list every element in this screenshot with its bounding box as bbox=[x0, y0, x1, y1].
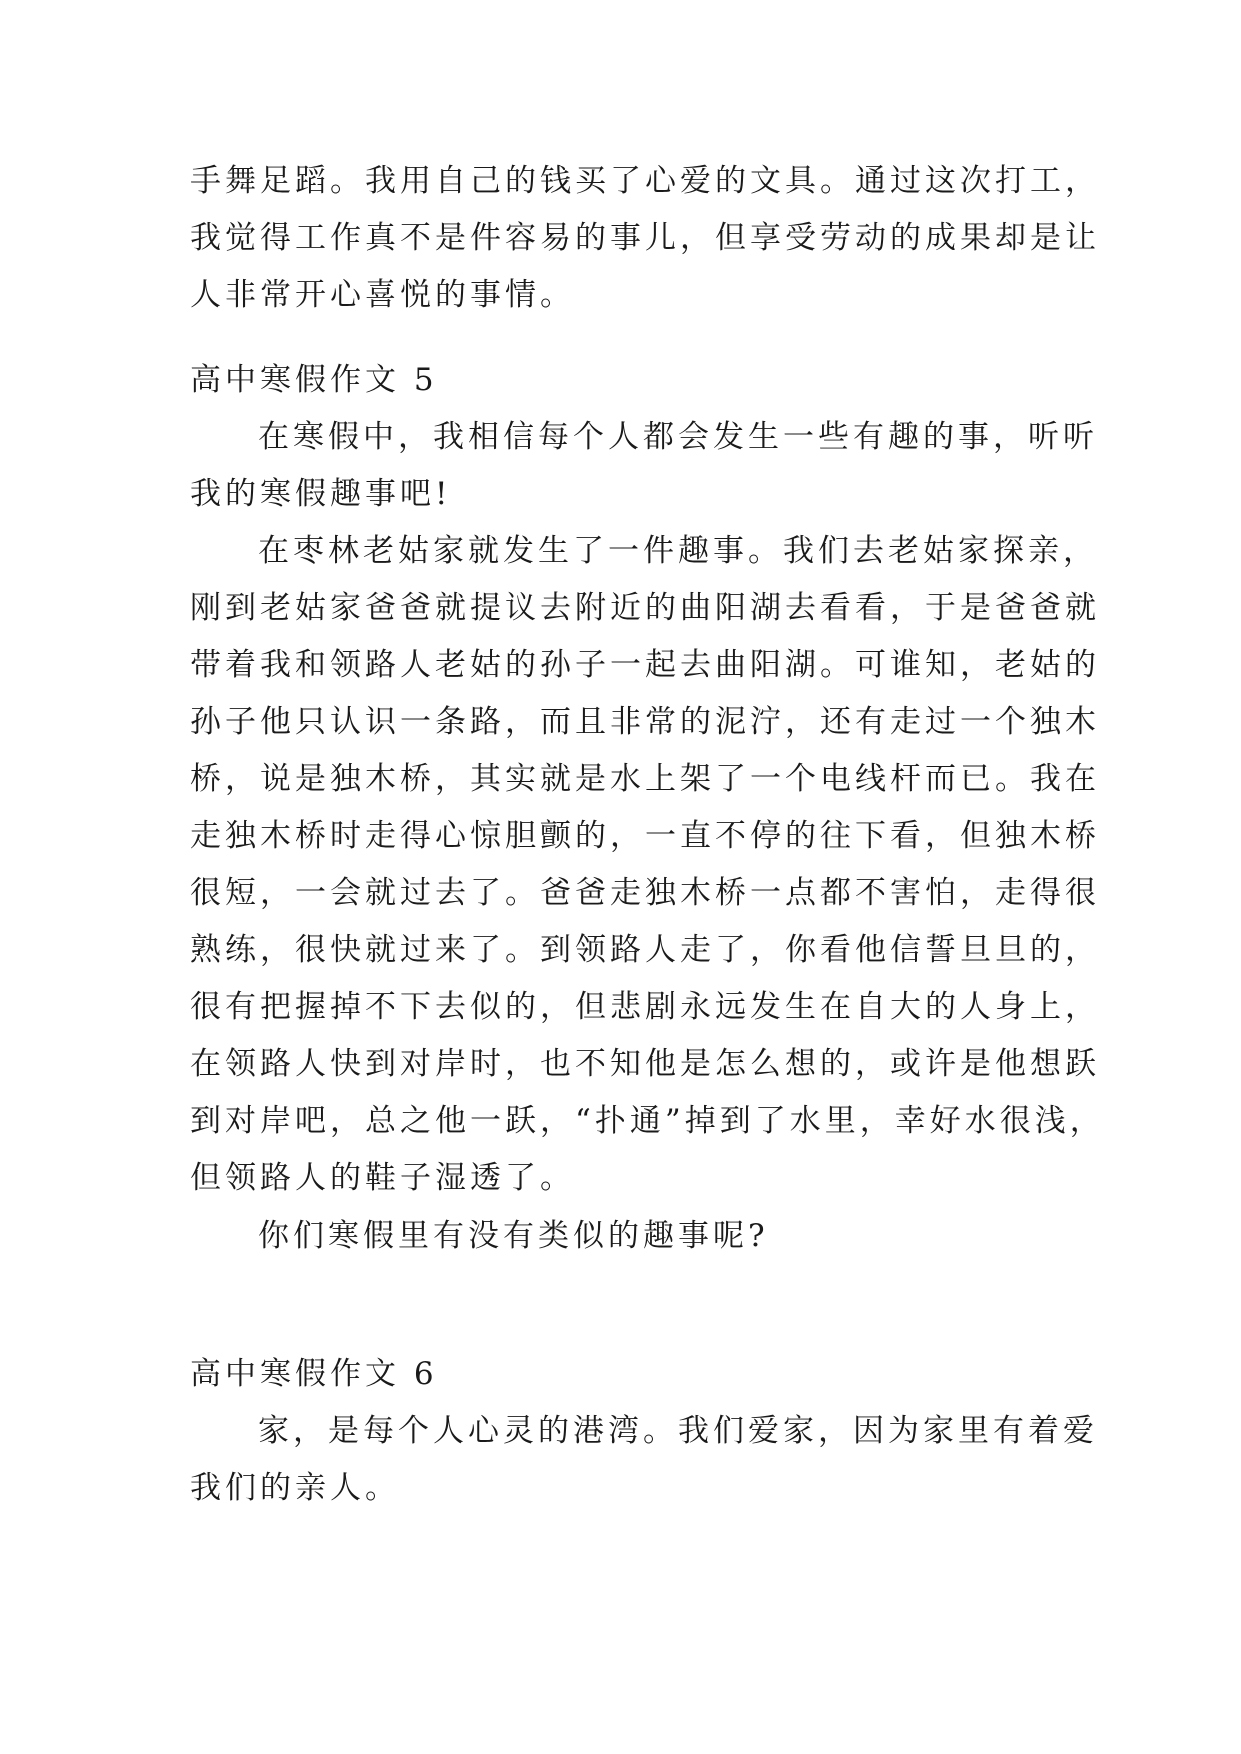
essay-6-title: 高中寒假作文 6 bbox=[190, 1356, 438, 1392]
text-line: 刚到老姑家爸爸就提议去附近的曲阳湖去看看，于是爸爸就 bbox=[190, 590, 1100, 626]
text-line: 在领路人快到对岸时，也不知他是怎么想的，或许是他想跃 bbox=[190, 1046, 1100, 1082]
text-line: 我们的亲人。 bbox=[190, 1470, 400, 1506]
text-line: 家，是每个人心灵的港湾。我们爱家，因为家里有着爱 bbox=[258, 1413, 1098, 1449]
text-line: 熟练，很快就过来了。到领路人走了，你看他信誓旦旦的， bbox=[190, 932, 1100, 968]
text-line: 在枣林老姑家就发生了一件趣事。我们去老姑家探亲， bbox=[258, 533, 1098, 569]
text-line: 我的寒假趣事吧! bbox=[190, 476, 452, 512]
text-line: 人非常开心喜悦的事情。 bbox=[190, 277, 575, 313]
essay-5-paragraph-3 bbox=[190, 1208, 1050, 1265]
text-line: 我觉得工作真不是件容易的事儿，但享受劳动的成果却是让 bbox=[190, 220, 1100, 256]
text-line: 在寒假中，我相信每个人都会发生一些有趣的事，听听 bbox=[258, 419, 1098, 455]
essay-6-paragraph-1 bbox=[190, 1403, 1098, 1517]
essay-5-paragraph-2 bbox=[190, 523, 1105, 1207]
text-line: 桥，说是独木桥，其实就是水上架了一个电线杆而已。我在 bbox=[190, 761, 1100, 797]
text-line: 很有把握掉不下去似的，但悲剧永远发生在自大的人身上， bbox=[190, 989, 1100, 1025]
continuation-paragraph bbox=[190, 153, 1100, 324]
text-line: 手舞足蹈。我用自己的钱买了心爱的文具。通过这次打工， bbox=[190, 163, 1100, 199]
text-line: 很短，一会就过去了。爸爸走独木桥一点都不害怕，走得很 bbox=[190, 875, 1100, 911]
text-line: 带着我和领路人老姑的孙子一起去曲阳湖。可谁知，老姑的 bbox=[190, 647, 1100, 683]
essay-5-paragraph-1 bbox=[190, 409, 1098, 523]
text-line: 到对岸吧，总之他一跃，“扑通”掉到了水里，幸好水很浅， bbox=[190, 1103, 1105, 1139]
text-line: 你们寒假里有没有类似的趣事呢? bbox=[258, 1218, 769, 1254]
text-line: 走独木桥时走得心惊胆颤的，一直不停的往下看，但独木桥 bbox=[190, 818, 1100, 854]
essay-5-title: 高中寒假作文 5 bbox=[190, 362, 438, 398]
text-line: 孙子他只认识一条路，而且非常的泥泞，还有走过一个独木 bbox=[190, 704, 1100, 740]
text-line: 但领路人的鞋子湿透了。 bbox=[190, 1160, 575, 1196]
